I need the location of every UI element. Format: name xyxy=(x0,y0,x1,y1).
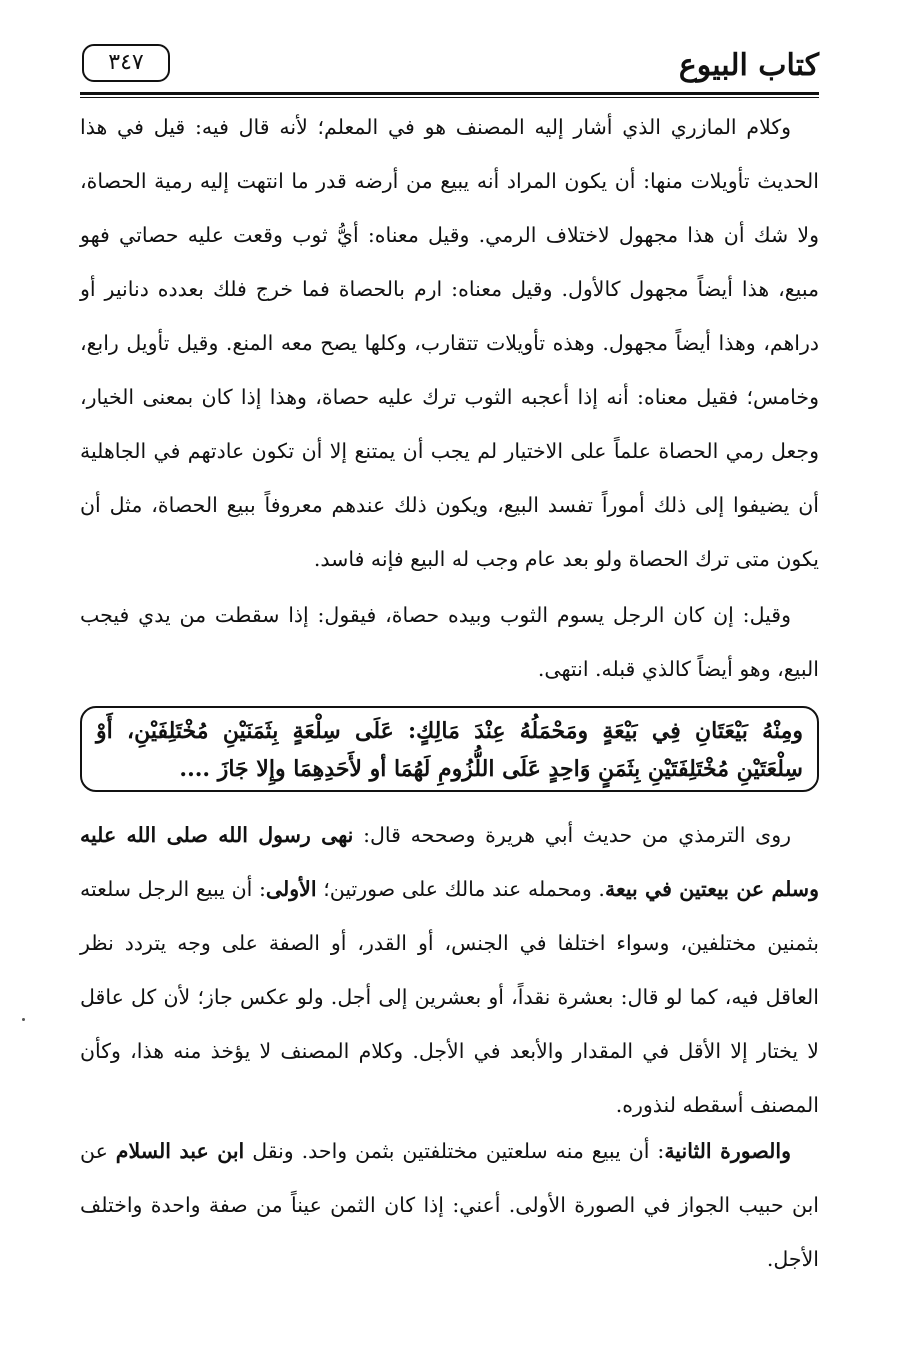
hadith-quote: نهى رسول الله صلى الله عليه وسلم عن بيعتين في بيعة xyxy=(80,823,819,901)
text-run: روى الترمذي من حديث أبي هريرة وصححه قال: xyxy=(353,823,791,847)
paragraph-text xyxy=(80,1124,819,1286)
paragraph-other-opinion xyxy=(80,588,819,696)
paragraph-text: وكلام المازري الذي أشار إليه المصنف هو في المعلم؛ لأنه قال فيه: قيل في هذا الحديث تأويلات منها: أن يكون المراد أنه يبيع من أرضه قدر ما انتهت إليه رمية الحصاة، ولا شك أن هذا مجهول لاختلاف الرمي. وقيل معناه: أيُّ ثوب وقعت عليه حصاتي فهو مبيع، هذا أيضاً مجهول كالأول. وقيل معناه: ارم بالحصاة فما خرج فلك بعدده دنانير أو دراهم، وهذا أيضاً مجهول. وهذه تأويلات تتقارب، وكلها يصح معه المنع. وقيل تأويل رابع، وخامس؛ فقيل معناه: أنه إذا أعجبه الثوب ترك عليه حصاة، وهذا إذا كان بمعنى الخيار، وجعل رمي الحصاة علماً على الاختيار لم يجب أن يمتنع إلا أن تكون عادتهم في الجاهلية أن يضيفوا إلى ذلك أموراً تفسد البيع، ويكون ذلك عندهم معروفاً ببيع الحصاة، مثل أن يكون متى ترك الحصاة ولو بعد عام وجب له البيع فإنه فاسد. xyxy=(80,115,819,571)
text-run: : أن يبيع الرجل سلعته بثمنين مختلفين، وسواء اختلفا في الجنس، أو القدر، أو الصفة على وجه يتردد نظر العاقل فيه، كما لو قال: بعشرة نقداً، أو بعشرين إلى أجل. ولو عكس جاز؛ لأن كل عاقل لا يختار إلا الأقل في المقدار والأبعد في الأجل. وكلام المصنف لا يؤخذ منه هذا، وكأن المصنف أسقطه لنذوره. xyxy=(80,877,819,1117)
matn-text-box: ومِنْهُ بَيْعَتَانِ فِي بَيْعَةٍ ومَحْمَلُهُ عِنْدَ مَالِكٍ: عَلَى سِلْعَةٍ بِثَمَنَيْنِ مُخْتَلِفَيْنِ، أَوْ سِلْعَتَيْنِ مُخْتَلِفَتَيْنِ بِثَمَنٍ وَاحِدٍ عَلَى اللُّزُومِ لَهُمَا أو لأَحَدِهِمَا وإِلا جَازَ .... xyxy=(80,706,819,792)
paragraph-text: وقيل: إن كان الرجل يسوم الثوب وبيده حصاة، فيقول: إذا سقطت من يدي فيجب البيع، وهو أيضاً كالذي قبله. انتهى. xyxy=(80,603,819,681)
text-run: . ومحمله عند مالك على صورتين؛ xyxy=(316,877,605,901)
page-number: ٣٤٧ xyxy=(82,44,170,82)
paragraph-second-form xyxy=(80,1124,819,1286)
text-run: : أن يبيع منه سلعتين مختلفتين بثمن واحد. ونقل xyxy=(244,1139,665,1163)
term-second-form: والصورة الثانية xyxy=(664,1139,791,1163)
scholar-name: ابن عبد السلام xyxy=(115,1139,245,1163)
header-rule xyxy=(80,92,819,95)
scan-speck xyxy=(22,1018,25,1021)
book-title: كتاب البيوع xyxy=(678,48,819,83)
paragraph-text xyxy=(80,808,819,1132)
paragraph-tirmidhi-hadith xyxy=(80,808,819,1132)
page-header xyxy=(80,38,819,94)
header-rule-thin xyxy=(80,97,819,98)
term-first-form: الأولى xyxy=(265,877,317,901)
paragraph-mazari-commentary xyxy=(80,100,819,586)
text-run: عن ابن حبيب الجواز في الصورة الأولى. أعني: إذا كان الثمن عيناً من صفة واحدة واختلف الأجل. xyxy=(80,1139,819,1271)
